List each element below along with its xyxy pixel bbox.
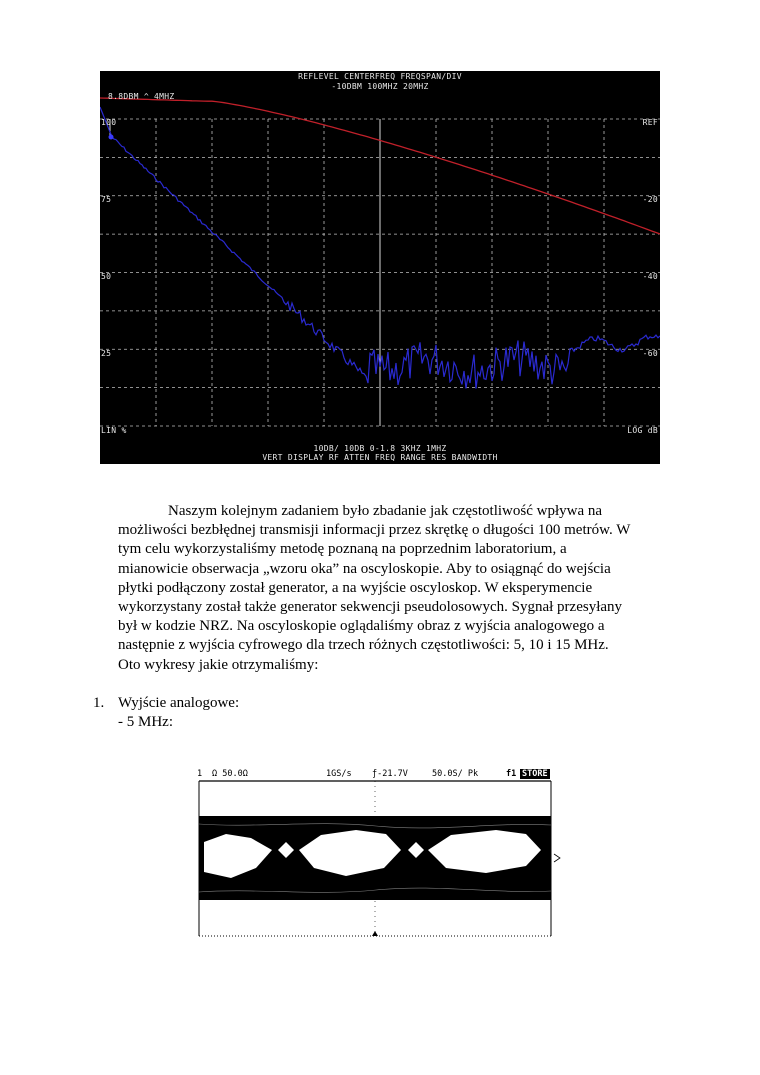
spectrum-footer-values: 10DB/ 10DB 0-1.8 3KHZ 1MHZ [313, 444, 447, 453]
paragraph-line: był w kodzie NRZ. Na oscyloskopie oglądaliśmy obraz z wyjścia analogowego a [118, 618, 605, 635]
list-subitem-5mhz: - 5 MHz: [118, 714, 173, 730]
marker-dot [109, 135, 114, 140]
scope-scale: 50.0S/ Pk [432, 769, 479, 779]
paragraph-line: następnie z wyjścia cyfrowego dla trzech różnych częstotliwości: 5, 10 i 15 MHz. [118, 637, 609, 654]
spectrum-header-values: -10DBM 100MHZ 20MHZ [331, 82, 429, 91]
paragraph-line: Oto wykresy jakie otrzymaliśmy: [118, 656, 319, 673]
spectrum-plot [100, 71, 660, 464]
scope-function: f1 [506, 769, 517, 779]
right-axis-label-60: -60 [642, 349, 658, 358]
paragraph-line: mianowicie obserwacja „wzoru oka” na oscyloskopie. Aby to osiągnąć do wejścia [118, 560, 611, 577]
scope-channel: 1 [197, 769, 203, 779]
right-axis-label-40: -40 [642, 272, 658, 281]
left-axis-unit: LIN % [101, 426, 127, 435]
left-axis-label-50: 50 [101, 272, 112, 281]
spectrum-analyzer-screenshot [100, 71, 660, 464]
left-axis-label-100: 100 [101, 118, 117, 127]
paragraph-line: Naszym kolejnym zadaniem było zbadanie jak częstotliwość wpływa na [168, 503, 603, 519]
paragraph-line: płytki podłączony został generator, a na wyjście oscyloskop. W eksperymencie [118, 579, 593, 596]
spectrum-header-labels: REFLEVEL CENTERFREQ FREQSPAN/DIV [298, 72, 462, 81]
right-axis-label-20: -20 [642, 195, 658, 204]
description-paragraph [118, 502, 658, 675]
right-axis-label-ref: REF [642, 118, 658, 127]
left-axis-label-25: 25 [101, 349, 112, 358]
scope-impedance: Ω 50.0Ω [212, 769, 248, 779]
list-item-analog-output: Wyjście analogowe: [118, 695, 240, 711]
paragraph-line: wykorzystany został także generator sekwencji pseudolosowych. Sygnał przesyłany [118, 599, 623, 616]
eye-diagram-plot [196, 768, 572, 940]
paragraph-line: tym celu wykorzystaliśmy metodę poznaną na poprzednim laboratorium, a [118, 541, 567, 558]
paragraph-line: możliwości bezbłędnej transmisji informacji przez skrętkę o długości 100 metrów. W [118, 522, 631, 539]
scope-sample-rate: 1GS/s [326, 769, 352, 779]
oscilloscope-eye-diagram [196, 768, 572, 940]
marker-readout: 8.8DBM ^ 4MHZ [108, 92, 175, 101]
list-number: 1. [93, 695, 105, 711]
right-axis-unit: LOG dB [627, 426, 658, 435]
eye-pattern [199, 816, 551, 900]
scope-store-badge: STORE [522, 769, 548, 779]
scope-trigger-level: ƒ-21.7V [372, 769, 408, 779]
spectrum-footer-labels: VERT DISPLAY RF ATTEN FREQ RANGE RES BANDWIDTH [262, 453, 498, 462]
left-axis-label-75: 75 [101, 195, 112, 204]
